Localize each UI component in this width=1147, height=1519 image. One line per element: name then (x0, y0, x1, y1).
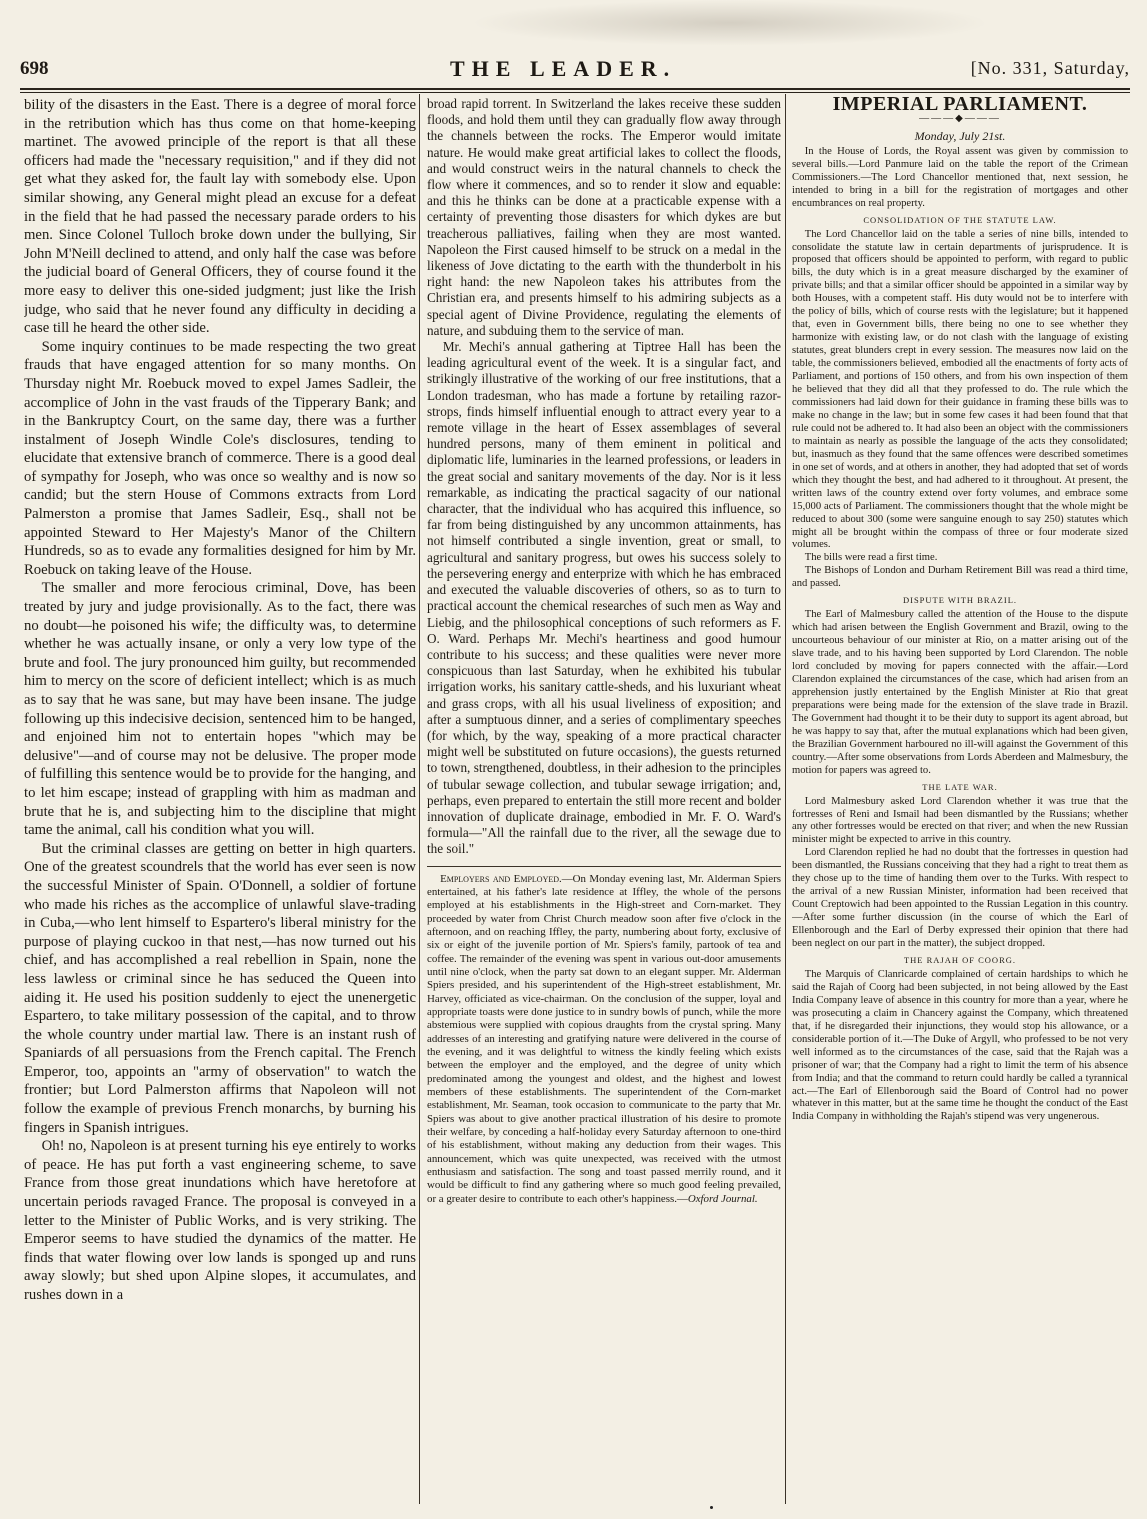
dateline: Monday, July 21st. (914, 128, 1006, 143)
col2-paragraph-2: Mr. Mechi's annual gathering at Tiptree Hall has been the leading agricultural event of the week. It is a singular fact, and strikingly illustrative of the working of our free institutions, that a London tradesman, who has made a fortune by retailing razor-strops, finds himself influential enough to attract every year to a remote village in the heart of Essex assemblages of several hundred persons, many of them eminent in political and diplomatic life, luminaries in the learned professions, or leaders in the great social and sanitary movements of the day. Nor is it less remarkable, as indicating the practical sagacity of our national character, that the individual who has acquired this influence, so far from being distinguished by any uncommon attainments, has not himself contributed a single invention, great or small, to agricultural and sanitary progress, but owes his success solely to the persevering energy and enterprize with which he has embraced and executed the valuable discoveries of others, so as to turn to practical account the chemical researches of such men as Way and Liebig, and the philosophical conceptions of such reformers as F. O. Ward. Perhaps Mr. Mechi's heartiness and good humour contribute to his success; and these qualities were never more conspicuous than last Saturday, when he exhibited his tubular irrigation works, his sanitary cattle-sheds, and his luxuriant wheat and grass crops, with all his usual liveliness of exposition; and after a sumptuous dinner, and a series of complimentary speeches (for which, by the way, speaking of a more practical character might well be substituted on future occasions), the guests returned to town, strengthened, doubtless, in their adhesion to the principles of tubular sewage collection, and tubular sewage irrigation; and, perhaps, even prepared to entertain the still more recent and bolder innovation of duplicate drainage, embodied in Mr. F. O. Ward's formula—"All the rainfall due to the river, all the sewage due to the soil." (427, 339, 781, 857)
column-3 (792, 96, 1128, 1496)
col3-paragraph-2: The bills were read a first time. (804, 552, 938, 564)
paper-title: THE LEADER. (450, 56, 677, 81)
col1-paragraph-4: But the criminal classes are getting on better in high quarters. One of the greatest scoundrels that the world has ever seen is now the successful Minister of Spain. O'Donnell, a soldier of fortune who made his riches as the accomplice of unlawful slave-trading in Cuba,—who lent himself to Espartero's liberal ministry for the purpose of playing cuckoo in that nest,—has now turned out his chief, and has accomplished a real rebellion in Spain, none the less lawless or criminal since he has seduced the Queen into aiding it. He used his position suddenly to eject the unenergetic Espartero, to take military possession of the capital, and to throw the whole country under martial law. There is an instant rush of Spaniards of all persuasions from the French capital. The French Emperor, too, appoints an "army of observation" to watch the frontier; but Lord Palmerston affirms that Napoleon will not follow the example of previous French monarchs, by burning his fingers in Spanish intrigues. (24, 840, 416, 1136)
subhead-rajah-coorg: THE RAJAH OF COORG. (903, 955, 1017, 965)
column-1 (24, 96, 416, 1501)
col1-paragraph-2: Some inquiry continues to be made respecting the two great frauds that have engaged attention for so many months. On Thursday night Mr. Roebuck moved to expel James Sadleir, the accomplice of John in the vast frauds of the Tipperary Bank; and in the Bankruptcy Court, on the same day, there was a further instalment of Joseph Windle Cole's disclosures, tending to elucidate that extensive branch of commerce. There is a good deal of sympathy for Joseph, who was once so wealthy and is now so candid; but the stern House of Commons extracts from Lord Palmerston a promise that James Sadleir, Esq., shall not be appointed Steward to Her Majesty's Manor of the Chiltern Hundreds, so as to evade any formalities designed for him by Mr. Roebuck on taking leave of the House. (24, 338, 416, 578)
section-title: IMPERIAL PARLIAMENT. (832, 96, 1088, 115)
col3-paragraph-4: The Earl of Malmesbury called the attention of the House to the dispute which had arisen between the English Government and Brazil, owing to the uncourteous behaviour of our minister at Rio, on a matter arising out of the slave trade, and to his having been supported by Lord Clarendon. The noble lord concluded by moving for papers connected with the affair.—Lord Clarendon explained the circumstances of the case, which had arisen from an apprehension justly entertained by the English Minister at Rio that great preparations were being made for the extension of the slave trade in Brazil. The Government had thought it to be their duty to support its agent abroad, but he was happy to say that, after the mutual explanations which had been given, the Brazilian Government harboured no ill-will against the Government of this country.—After some observations from Lords Aberdeen and Malmesbury, the motion for papers was agreed to. (792, 609, 1128, 776)
section-ornament: ———◆——— (919, 112, 1001, 124)
col3-paragraph-6: Lord Clarendon replied he had no doubt that the fortresses in question had been dismantled, the Russians conceiving that they had a right to treat them as they chose up to the time of handing them over to the Turks. With respect to the arrival of a new Russian Minister, information had been received that Count Creptowich had been appointed to the Russian Legation in this country.—After some further discussion (in the course of which the Earl of Ellenborough and the Earl of Derby expressed their opinion that there had been neglect on our part in the matter), the subject dropped. (792, 847, 1128, 950)
col3-paragraph-5: Lord Malmesbury asked Lord Clarendon whether it was true that the fortresses of Reni and Ismail had been dismantled by the Russians; whether any other fortresses would be erected on that river; and when the new Russian minister might be expected to arrive in this country. (792, 795, 1128, 846)
column-2 (427, 96, 781, 1491)
col3-paragraph-3: The Bishops of London and Durham Retirement Bill was read a third time, and passed. (792, 565, 1128, 590)
col2-paragraph-1: broad rapid torrent. In Switzerland the lakes receive these sudden floods, and hold them until they can gradually flow away through the channels between the rocks. The Emperor would imitate nature. He would make great artificial lakes to collect the floods, and would construct weirs in the natural channels to check the flow where it commences, and so to render it slow and equable: and this he thinks can be done at a practicable expense with a certainty of preventing those disasters for which dykes are but treacherous palliatives, failing when they are most wanted. Napoleon the First caused himself to be struck on a medal in the likeness of Jove dictating to the earth with the thunderbolt in his right hand: the new Napoleon takes his attributes from the Christian era, and presents himself to his admiring subjects as a special agent of Divine Providence, regulating the elements of nature, and subduing them to the service of man. (427, 96, 781, 338)
page-number: 698 (20, 58, 49, 79)
news-heading: Employers and Employed. (440, 872, 562, 885)
col1-paragraph-1: bility of the disasters in the East. There is a degree of moral force in the retribution which has thus come on that home-keeping martinet. The avowed principle of the report is that all these officers had made the "necessary requisition," and if they did not get what they asked for, the fault lay with somebody else. Upon similar showing, any General might plead an excuse for a defeat in the field that he had passed the necessary parade orders to his men. Since Colonel Tulloch broke down under the bullying, Sir John M'Neill declined to attend, and only half the case was before the judicial board of General Officers, they of course found it the more easy to deliver this one-sided judgment; just like the Irish judge, who said that he never found any difficulty in deciding a case till he heard the other side. (24, 97, 416, 337)
news-item-employers (427, 866, 781, 1207)
col1-paragraph-3: The smaller and more ferocious criminal, Dove, has been treated by jury and judge provisionally. As to the fact, there was no doubt—he poisoned his wife; the difficulty was, to determine whether he was actually insane, or only a very low type of the brute and fool. The jury pronounced him guilty, but recommended him to mercy on the score of deficient intellect; which is as much as to say that he was sane, but may have been insane. The judge following up this indecisive decision, sentenced him to be hanged, and enjoined him not to entertain hopes "which may be delusive"—and of course may not be delusive. The proper mode of fulfilling this sentence would be to provide for the hanging, and to let him escape; instead of grappling with him as madman and brute that he is, and subjecting him to the discipline that might tame the animal, call his condition what you will. (24, 580, 416, 839)
column-rule-1 (419, 94, 420, 1504)
scan-smudge (470, 0, 990, 46)
column-rule-2 (785, 94, 786, 1504)
news-source: Oxford Journal. (687, 1192, 758, 1205)
issue-info: [No. 331, Saturday, (970, 58, 1130, 78)
subhead-brazil: DISPUTE WITH BRAZIL. (902, 595, 1018, 606)
masthead (20, 58, 1130, 84)
news-body: —On Monday evening last, Mr. Alderman Spiers entertained, at his father's late residence at Iffley, the whole of the persons employed at his establishments in the High-street and Corn-market. They proceeded by water from Christ Church meadow soon after five o'clock in the afternoon, and on reaching Iffley, the party, numbering about forty, exclusive of six or eight of the juvenile portion of Mr. Spiers's family, partook of tea and coffee. The remainder of the evening was spent in various out-door amusements until nine o'clock, when the party sat down to an elegant supper. Mr. Alderman Spiers presided, and his superintendent of the High-street establishment, Mr. Harvey, officiated as vice-chairman. On the conclusion of the supper, loyal and appropriate toasts were done justice to in sundry bowls of punch, while the more abstemious were supplied with copious draughts from the crystal spring. Many addresses of an interesting and gratifying nature were delivered in the course of the evening, and it was delightful to witness the kindly feeling which exists between the employer and the employed, and the degree of unity which predominated among the youngest and oldest, and the highest and lowest members of these establishments. The superintendent of the Corn-market establishment, Mr. Seaman, took occasion to communicate to the party that Mr. Spiers was about to give another practical illustration of his desire to promote their welfare, by conceding a half-holiday every Saturday afternoon to one-third of his establishment, without making any deduction from their wages. This announcement, which was quite unexpected, was received with the utmost enthusiasm and satisfaction. The song and toast passed merrily round, and it would be difficult to find any gathering where so much good feeling prevailed, or a greater desire to contribute to each other's happiness.— (427, 872, 781, 1205)
col3-paragraph-1: The Lord Chancellor laid on the table a series of nine bills, intended to consolidate the statute law in certain departments of jurisprudence. It is proposed that officers should be appointed to perform, with regard to public bills, the duty which is in a great measure discharged by the examiner of private bills; and that a similar officer should be appointed in a similar way by both Houses, with a competent staff. His duty would not be to interfere with the policy of bills, which of course rests with the legislature; but it happened that, even in Government bills, there being no one to see whether they harmonize with existing law, or do not clash with the language of existing statutes, great blunders crept in every session. The measures now laid on the table, the commissioners believed, embodied all the enactments of forty acts of Parliament, and portions of 150 others, and from his own inspection of them he believed that they did all that they professed to do. The rule which the commissioners had laid down for their guidance in framing these bills was to make no change in the law; but in some few cases it had been found that that rule could not be adhered to. It had also been an object with the commissioners to maintain as nearly as possible the language of the acts they consolidated; but, inasmuch as they found that the same offences were described sometimes in one set of words, and at others in another, they had adopted that set of words which they thought the best, and had adhered to it throughout. At present, the written laws of the country extend over forty volumes, and embrace some 15,000 acts of Parliament. The commissioners thought that the whole might be reduced to about 300 (some were sanguine enough to say 250) statutes which might all be brought within the compass of three or four moderate sized volumes. (792, 228, 1128, 551)
scan-dot (710, 1506, 713, 1509)
col3-intro: In the House of Lords, the Royal assent was given by commission to several bills.—Lord Panmure laid on the table the report of the Crimean Commissioners.—The Lord Chancellor mentioned that, next session, he intended to bring in a bill for the registration of mortgages and other encumbrances on real property. (792, 145, 1128, 209)
col3-paragraph-7: The Marquis of Clanricarde complained of certain hardships to which he said the Rajah of Coorg had been subjected, in not being allowed by the East India Company leave of absence in this country for more than a year, where he was prosecuting a claim in Chancery against the Company, which threatened that, if he disregarded their injunctions, they would stop his allowance, or a considerable portion of it.—The Duke of Argyll, who professed to be not very well informed as to the circumstances of the case, said that the Rajah was a prisoner of war; that the Company had a right to limit the term of his absence from India; and that the command to return could hardly be called a tyrannical act.—The Earl of Ellenborough said the Board of Control had no power whatever in this matter, but at the same time he thought the conduct of the East India Company in withholding the Rajah's stipend was very ungenerous. (792, 968, 1128, 1123)
subhead-late-war: THE LATE WAR. (922, 781, 998, 792)
col1-paragraph-5: Oh! no, Napoleon is at present turning his eye entirely to works of peace. He has put forth a vast engineering scheme, to save France from those great inundations which have heretofore at uncertain periods ravaged France. The proposal is conveyed in a letter to the Minister of Public Works, and is very striking. The Emperor seems to have studied the dynamics of the matter. He finds that water flowing over low lands is sponged up and runs away slowly; but shed upon Alpine slopes, it accumulates, and rushes down in a (24, 1138, 416, 1303)
subhead-statute-law: CONSOLIDATION OF THE STATUTE LAW. (863, 214, 1057, 225)
masthead-rule (20, 88, 1130, 93)
